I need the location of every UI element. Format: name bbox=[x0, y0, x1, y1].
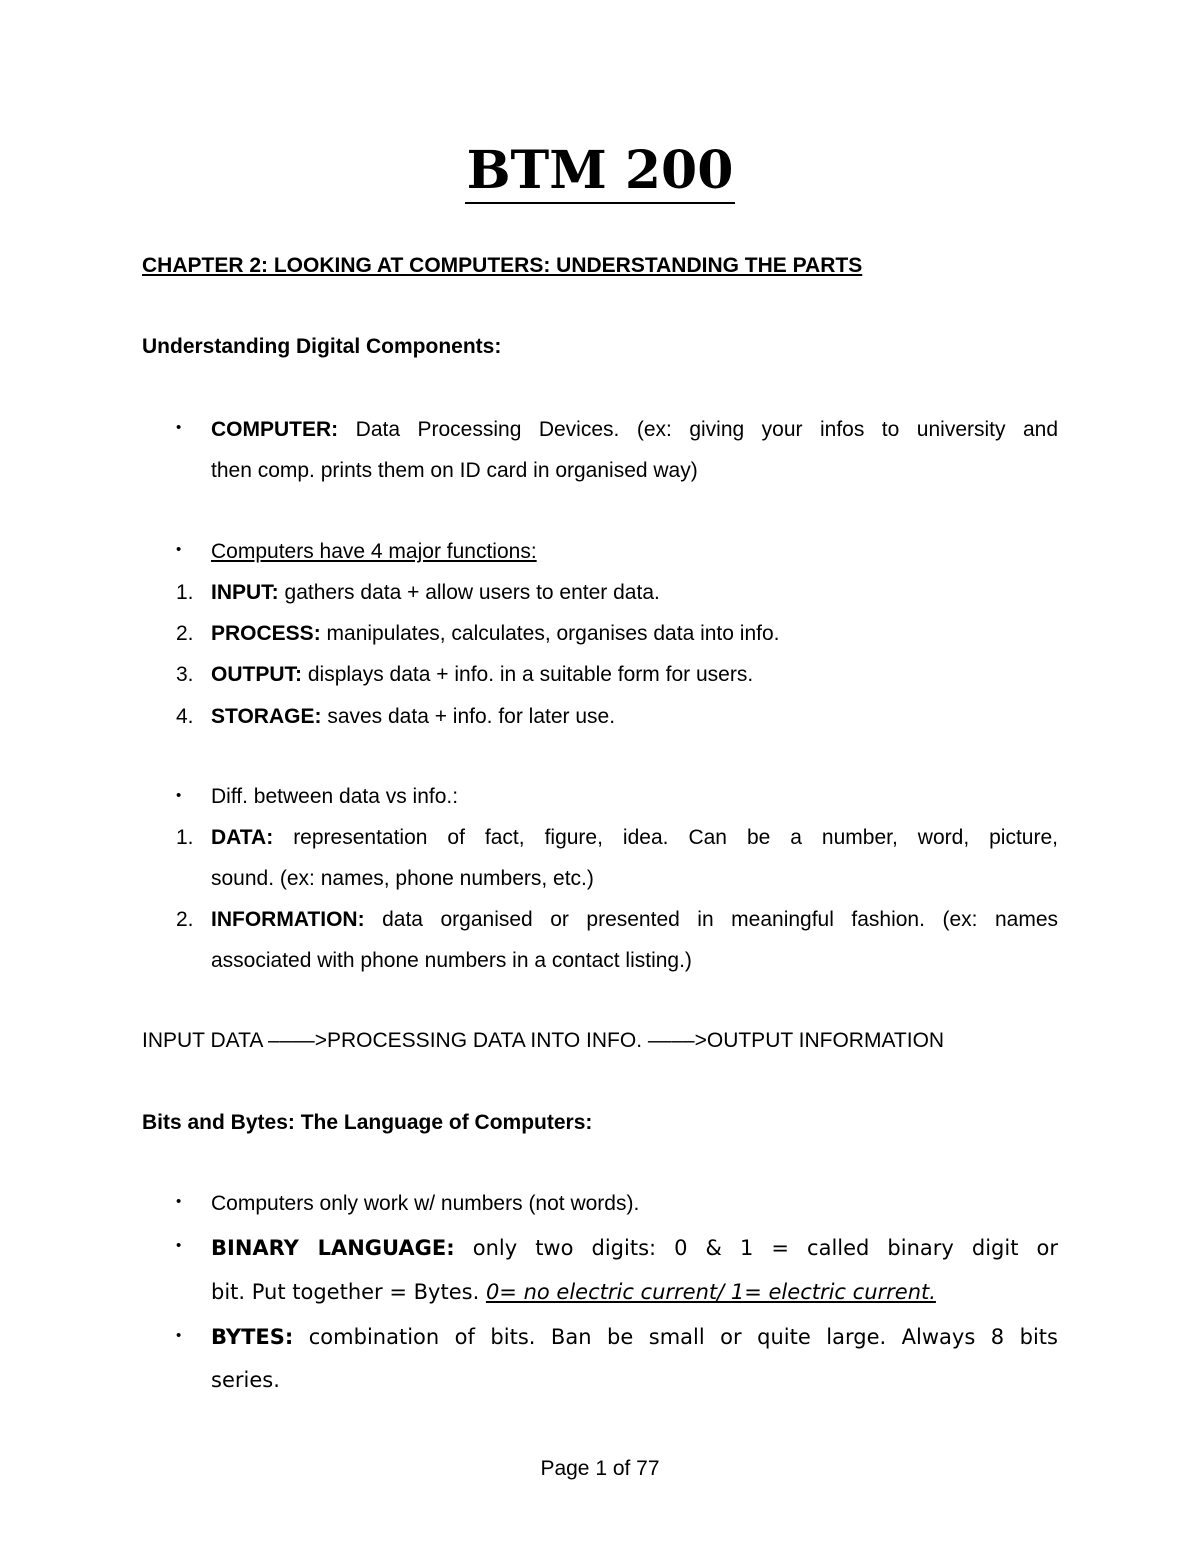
computer-term: COMPUTER: bbox=[211, 418, 339, 441]
document-title: BTM 200 bbox=[0, 140, 1200, 204]
computer-desc: Data Processing Devices. (ex: giving your infos to university and bbox=[355, 418, 1059, 441]
function-storage bbox=[211, 703, 615, 731]
binary-emphasis: 0= no electric current/ 1= electric current. bbox=[485, 1280, 936, 1304]
numbers-only-note: Computers only work w/ numbers (not words). bbox=[211, 1192, 640, 1215]
function-desc: displays data + info. in a suitable form for users. bbox=[307, 663, 754, 686]
bullet-icon: • bbox=[176, 1327, 182, 1344]
bytes-desc: combination of bits. Ban be small or quite large. Always 8 bits bbox=[308, 1325, 1058, 1349]
section-heading-bits-bytes: Bits and Bytes: The Language of Computers: bbox=[142, 1111, 593, 1134]
diff-term: DATA: bbox=[211, 826, 274, 849]
information-definition-line1 bbox=[211, 906, 1058, 934]
function-term: INPUT: bbox=[211, 581, 279, 604]
diff-intro: Diff. between data vs info.: bbox=[211, 785, 459, 808]
data-definition-line2: sound. (ex: names, phone numbers, etc.) bbox=[211, 867, 594, 890]
list-number: 2. bbox=[176, 908, 194, 931]
information-definition-line2: associated with phone numbers in a contact listing.) bbox=[211, 949, 692, 972]
list-number: 3. bbox=[176, 663, 194, 686]
functions-intro: Computers have 4 major functions: bbox=[211, 540, 537, 563]
function-desc: manipulates, calculates, organises data into info. bbox=[326, 622, 780, 645]
bullet-icon: • bbox=[176, 787, 182, 804]
bullet-icon: • bbox=[176, 1193, 182, 1210]
list-number: 2. bbox=[176, 622, 194, 645]
section-heading-digital-components: Understanding Digital Components: bbox=[142, 335, 502, 358]
function-term: STORAGE: bbox=[211, 705, 322, 728]
function-input bbox=[211, 579, 660, 607]
computer-definition-line2: then comp. prints them on ID card in organised way) bbox=[211, 459, 698, 482]
binary-desc-plain: bit. Put together = Bytes. bbox=[211, 1280, 480, 1304]
function-output bbox=[211, 661, 753, 689]
list-number: 1. bbox=[176, 581, 194, 604]
binary-term: BINARY LANGUAGE: bbox=[211, 1236, 455, 1260]
binary-language-line2 bbox=[211, 1278, 936, 1306]
bullet-icon: • bbox=[176, 541, 182, 558]
data-flow-line: INPUT DATA ––––>PROCESSING DATA INTO INFO. ––––>OUTPUT INFORMATION bbox=[142, 1029, 945, 1052]
binary-language-line1 bbox=[211, 1234, 1058, 1262]
diff-term: INFORMATION: bbox=[211, 908, 365, 931]
bytes-definition-line1 bbox=[211, 1323, 1058, 1351]
diff-desc: data organised or presented in meaningful fashion. (ex: names bbox=[382, 908, 1058, 931]
data-definition-line1 bbox=[211, 824, 1058, 852]
function-term: OUTPUT: bbox=[211, 663, 302, 686]
bytes-term: BYTES: bbox=[211, 1325, 294, 1349]
function-process bbox=[211, 620, 779, 648]
diff-desc: representation of fact, figure, idea. Can be a number, word, picture, bbox=[293, 826, 1058, 849]
bullet-icon: • bbox=[176, 1237, 182, 1254]
bytes-definition-line2: series. bbox=[211, 1368, 280, 1392]
chapter-heading: CHAPTER 2: LOOKING AT COMPUTERS: UNDERSTANDING THE PARTS bbox=[142, 254, 863, 277]
list-number: 1. bbox=[176, 826, 194, 849]
list-number: 4. bbox=[176, 705, 194, 728]
page-number: Page 1 of 77 bbox=[540, 1457, 660, 1480]
function-desc: saves data + info. for later use. bbox=[327, 705, 616, 728]
function-term: PROCESS: bbox=[211, 622, 321, 645]
bullet-icon: • bbox=[176, 419, 182, 436]
binary-desc: only two digits: 0 & 1 = called binary digit or bbox=[472, 1236, 1058, 1260]
function-desc: gathers data + allow users to enter data. bbox=[284, 581, 660, 604]
computer-definition-line1 bbox=[211, 416, 1058, 444]
